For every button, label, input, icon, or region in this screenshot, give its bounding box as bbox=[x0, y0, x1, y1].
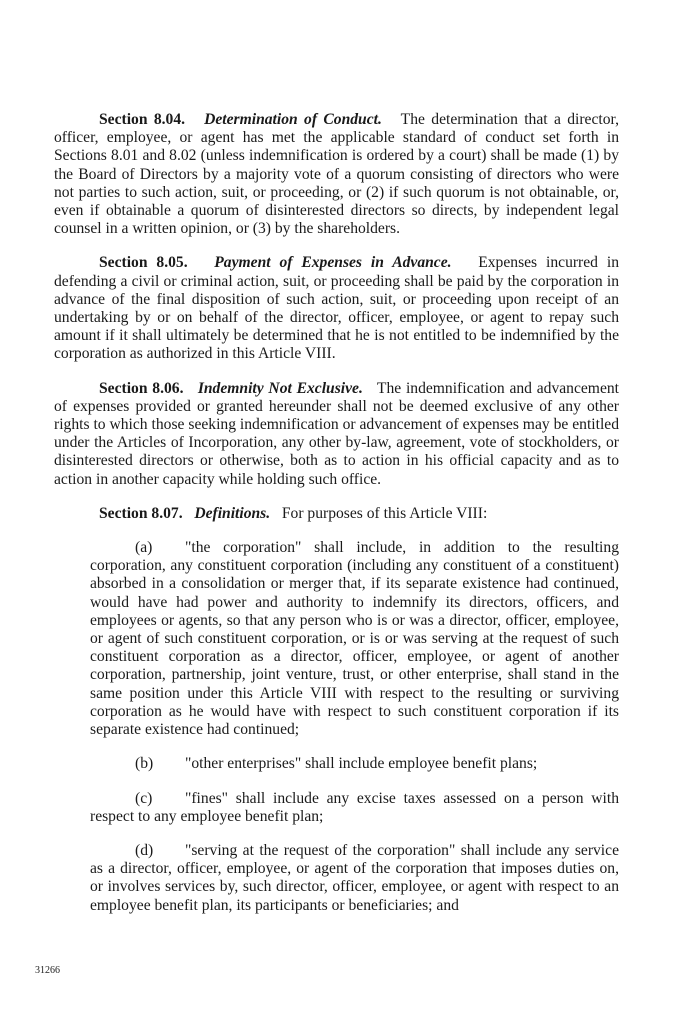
definition-item-c bbox=[90, 790, 619, 826]
definition-text: "other enterprises" shall include employee benefit plans; bbox=[185, 755, 538, 773]
section-title: Payment of Expenses in Advance. bbox=[214, 254, 452, 272]
definition-item-a bbox=[90, 539, 619, 739]
section-8-07 bbox=[54, 505, 619, 523]
section-8-04 bbox=[54, 111, 619, 238]
section-number: Section 8.06. bbox=[99, 379, 184, 397]
definition-text: "the corporation" shall include, in addition to the resulting corporation, any constituent corporation (including any constituent of a constituent) absorbed in a consolidation or merger that, if its separate existence had continued, would have had power and authority to indemnify its directors, officers, and employees or agents, so that any person who is or was a director, officer, employee, or agent of such constituent corporation, or is or was serving at the request of such constituent corporation as a director, officer, employee, or agent of another corporation, partnership, joint venture, trust, or other enterprise, shall stand in the same position under this Article VIII with respect to the resulting or surviving corporation as he would have with respect to such constituent corporation if its separate existence had continued; bbox=[90, 539, 619, 739]
definition-text: "fines" shall include any excise taxes assessed on a person with respect to any employee benefit plan; bbox=[90, 789, 619, 825]
section-text: Expenses incurred in defending a civil or criminal action, suit, or proceeding shall be paid by the corporation in advance of the final disposition of such action, suit, or proceeding upon receipt of an undertaking by or on behalf of the director, officer, employee, or agent to repay such amount if it shall ultimately be determined that he is not entitled to be indemnified by the corporation as authorized in this Article VIII. bbox=[54, 254, 619, 363]
section-title: Definitions. bbox=[194, 504, 271, 522]
document-code: 31266 bbox=[35, 965, 60, 976]
definition-text: "serving at the request of the corporation" shall include any service as a director, officer, employee, or agent of the corporation that imposes duties on, or involves services by, such director, officer, employee, or agent with respect to an employee benefit plan, its participants or beneficiaries; and bbox=[90, 841, 619, 914]
section-number: Section 8.07. bbox=[99, 504, 183, 522]
section-number: Section 8.05. bbox=[99, 254, 188, 272]
section-8-06 bbox=[54, 380, 619, 489]
section-text: The indemnification and advancement of expenses provided or granted hereunder shall not be deemed exclusive of any other rights to which those seeking indemnification or advancement of expenses may be entitled under the Articles of Incorporation, any other by-law, agreement, vote of stockholders, or disinterested directors or otherwise, both as to action in his official capacity and as to action in another capacity while holding such office. bbox=[54, 379, 619, 488]
section-title: Indemnity Not Exclusive. bbox=[197, 379, 363, 397]
section-number: Section 8.04. bbox=[99, 111, 186, 128]
section-text: For purposes of this Article VIII: bbox=[281, 504, 488, 522]
section-8-05 bbox=[54, 254, 619, 363]
definition-label: (c) bbox=[135, 789, 153, 807]
definition-item-d bbox=[90, 842, 619, 915]
document-body bbox=[54, 111, 619, 931]
section-title: Determination of Conduct. bbox=[204, 111, 382, 128]
section-text: The determination that a director, officer, employee, or agent has met the applicable standard of conduct set forth in Sections 8.01 and 8.02 (unless indemnification is ordered by a court) shall be made (1) by the Board of Directors by a majority vote of a quorum consisting of directors who were not parties to such action, suit, or proceeding, or (2) if such quorum is not obtainable, or, even if obtainable a quorum of disinterested directors so directs, by independent legal counsel in a written opinion, or (3) by the shareholders. bbox=[54, 111, 619, 238]
definition-label: (a) bbox=[135, 539, 153, 557]
definition-item-b bbox=[90, 755, 619, 773]
definition-label: (d) bbox=[135, 841, 154, 859]
definition-label: (b) bbox=[135, 755, 154, 773]
